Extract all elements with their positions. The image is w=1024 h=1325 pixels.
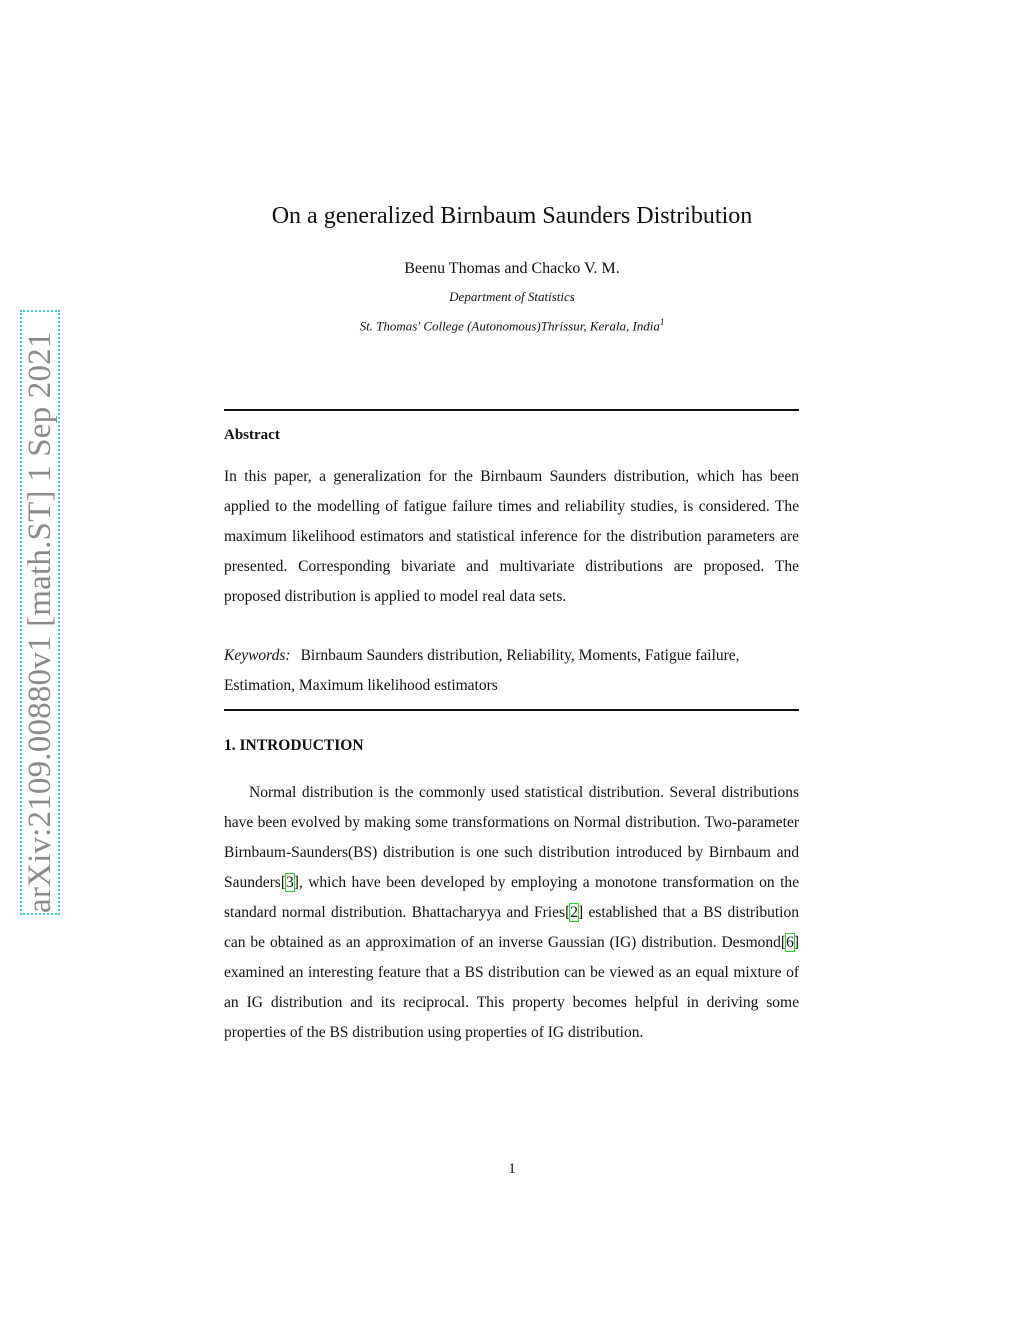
abstract-heading: Abstract (224, 427, 280, 443)
arxiv-identifier: arXiv:2109.00880v1 [math.ST] 1 Sep 2021 (22, 331, 58, 913)
affiliation-text: St. Thomas' College (Autonomous)Thrissur, Kerala, India (359, 318, 660, 334)
intro-text-1: Normal distribution is the commonly used statistical distribution. Several distributions have been evolved by making some transformations on Normal distribution. Two-parameter Birnbaum-Saunders(BS) distribution is one such distribution introduced by Birnbaum and Saunders (224, 784, 799, 891)
introduction-paragraph: Normal distribution is the commonly used statistical distribution. Several distributions have been evolved by making some transformations on Normal distribution. Two-parameter Birnbaum-Saunders(BS) distribution is one such distribution introduced by Birnbaum and Saunders[3], which have been developed by employing a monotone transformation on the standard normal distribution. Bhattacharyya and Fries[2] established that a BS distribution can be obtained as an approximation of an inverse Gaussian (IG) distribution. Desmond[6] examined an interesting feature that a BS distribution can be viewed as an equal mixture of an IG distribution and its reciprocal. This property becomes helpful in deriving some properties of the BS distribution using properties of IG distribution. (224, 784, 799, 1041)
page-number: 1 (508, 1161, 516, 1177)
affiliation (0, 317, 1024, 334)
section-heading-introduction: 1. INTRODUCTION (224, 737, 364, 754)
citation-link-3[interactable]: 3 (286, 874, 294, 891)
abstract-top-rule (224, 409, 799, 411)
citation-link-2[interactable]: 2 (570, 904, 578, 921)
abstract-bottom-rule (224, 709, 799, 711)
keywords-text: Birnbaum Saunders distribution, Reliability, Moments, Fatigue failure, Estimation, Maximum likelihood estimators (224, 647, 740, 694)
intro-text-3: established that a BS distribution can be obtained as an approximation of an inverse Gaussian (IG) distribution. Desmond (224, 904, 799, 951)
paper-title: On a generalized Birnbaum Saunders Distribution (271, 203, 753, 229)
affiliation-footnote-mark[interactable]: 1 (659, 317, 665, 327)
keywords-label: Keywords: (224, 647, 291, 664)
citation-link-6[interactable]: 6 (786, 934, 794, 951)
keywords (224, 641, 799, 701)
intro-text-2: , which have been developed by employing a monotone transformation on the standard normal distribution. Bhattacharyya and Fries (224, 874, 799, 921)
department: Department of Statistics (449, 289, 575, 304)
authors: Beenu Thomas and Chacko V. M. (404, 260, 620, 277)
intro-text-4: examined an interesting feature that a BS distribution can be viewed as an equal mixture of an IG distribution and its reciprocal. This property becomes helpful in deriving some properties of the BS distribution using properties of IG distribution. (224, 964, 799, 1041)
abstract-text: In this paper, a generalization for the Birnbaum Saunders distribution, which has been applied to the modelling of fatigue failure times and reliability studies, is considered. The maximum likelihood estimators and statistical inference for the distribution parameters are presented. Corresponding bivariate and multivariate distributions are proposed. The proposed distribution is applied to model real data sets. (224, 468, 799, 605)
